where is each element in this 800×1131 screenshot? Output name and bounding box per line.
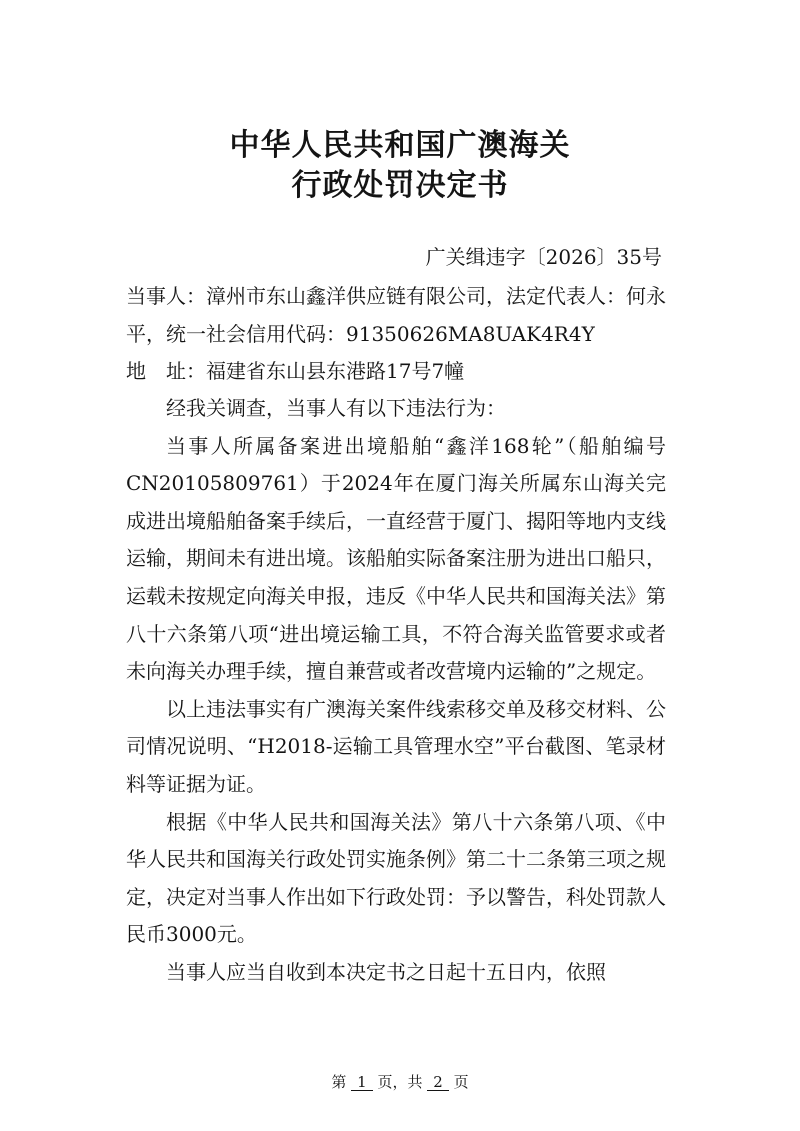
document-reference-number: 广关缉违字〔2026〕35号: [425, 245, 662, 269]
page-current: 1: [351, 1074, 373, 1091]
party-address: 地 址：福建省东山县东港路17号7幢: [126, 359, 465, 384]
evidence-paragraph: 以上违法事实有广澳海关案件线索移交单及移交材料、公司情况说明、“H2018-运输工具管理水空”平台截图、笔录材料等证据为证。: [126, 696, 666, 796]
penalty-paragraph: 根据《中华人民共和国海关法》第八十六条第八项、《中华人民共和国海关行政处罚实施条例》第二十二条第三项之规定，决定对当事人作出如下行政处罚：予以警告，科处罚款人民币3000元。: [126, 809, 666, 947]
page-mid: 页，共: [377, 1073, 423, 1091]
page-number: [0, 1071, 800, 1092]
page-prefix: 第: [331, 1073, 347, 1091]
page-suffix: 页: [453, 1073, 469, 1091]
party-section: [126, 278, 666, 391]
payment-paragraph: 当事人应当自收到本决定书之日起十五日内，依照: [166, 959, 606, 984]
document-title-line1: 中华人民共和国广澳海关: [229, 128, 571, 163]
page-total: 2: [427, 1074, 449, 1091]
party-info: 当事人：漳州市东山鑫洋供应链有限公司，法定代表人：何永平，统一社会信用代码：91350626MA8UAK4R4Y: [126, 284, 666, 346]
intro-paragraph: 经我关调查，当事人有以下违法行为：: [166, 396, 506, 420]
document-title-line2: 行政处罚决定书: [291, 168, 509, 203]
violation-paragraph: 当事人所属备案进出境船舶“鑫洋168轮”（船舶编号CN20105809761）于2024年在厦门海关所属东山海关完成进出境船舶备案手续后，一直经营于厦门、揭阳等地内支线运输，期间未有进出境。该船舶实际备案注册为进出口船只，运载未按规定向海关申报，违反《中华人民共和国海关法》第八十六条第八项“进出境运输工具，不符合海关监管要求或者未向海关办理手续，擅自兼营或者改营境内运输的”之规定。: [126, 433, 666, 684]
body-section: [126, 390, 666, 992]
